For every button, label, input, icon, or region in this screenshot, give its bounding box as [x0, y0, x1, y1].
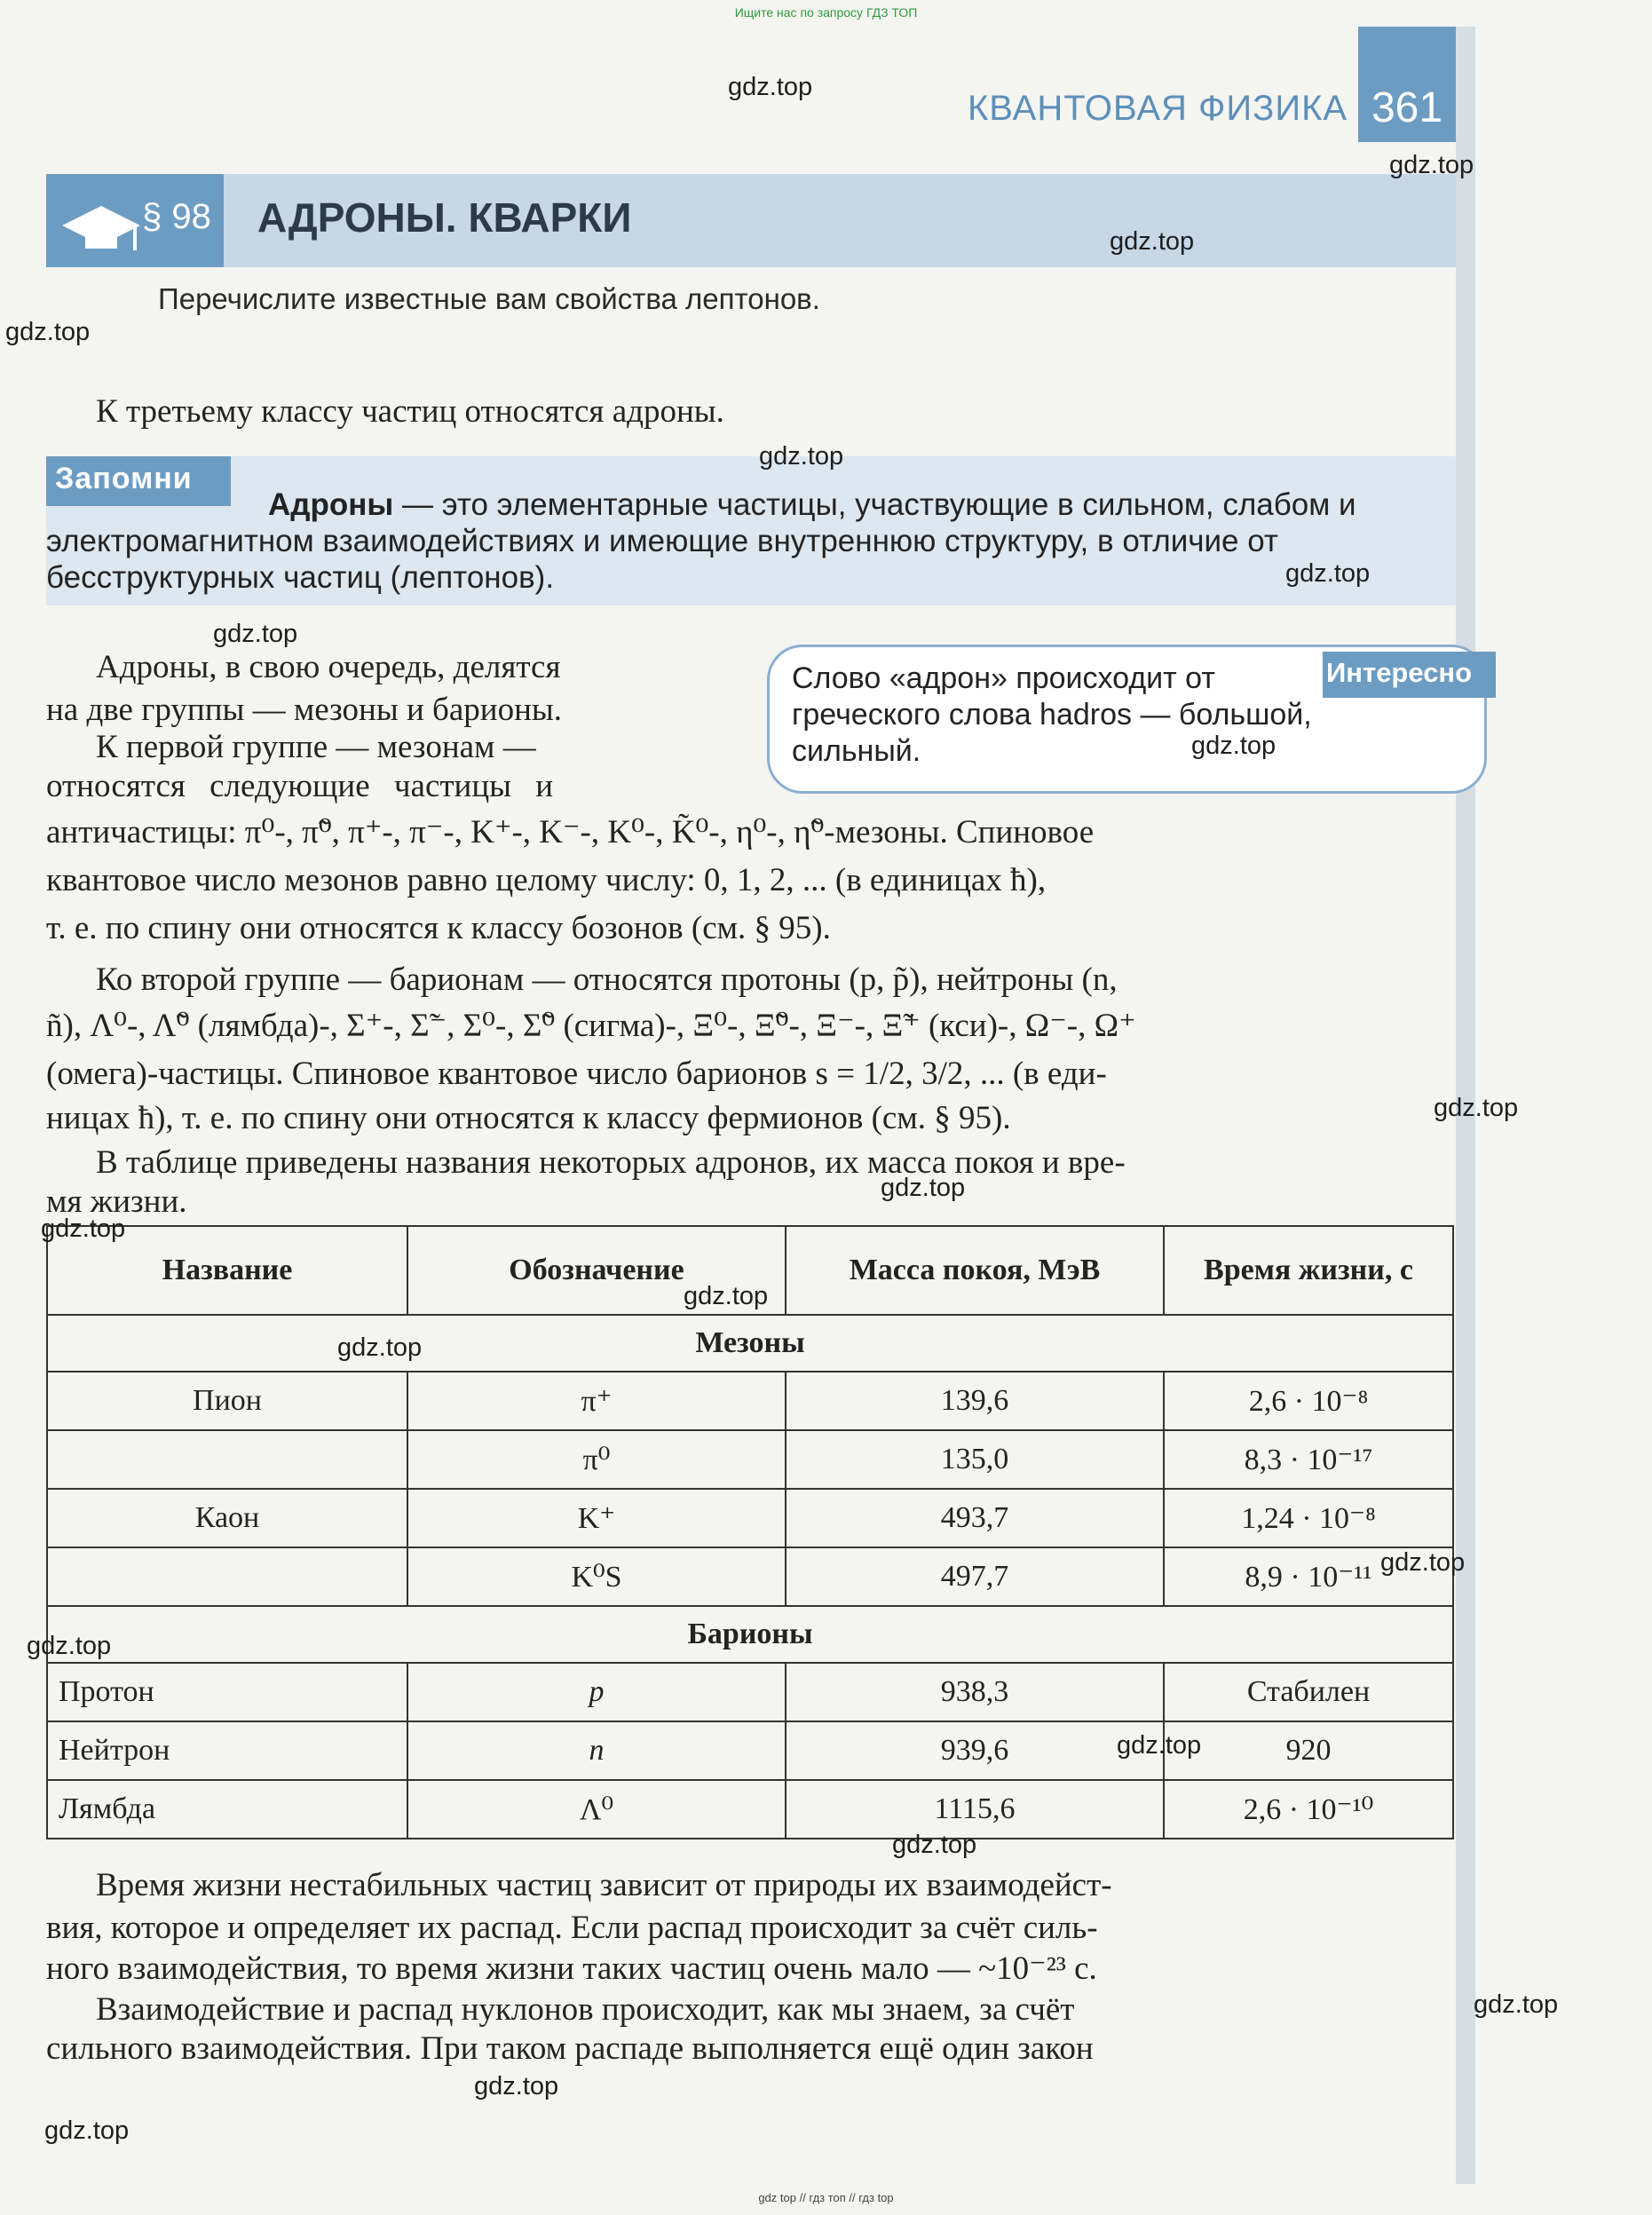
- table-cell-symbol: K⁰S: [407, 1547, 786, 1606]
- table-cell-symbol: π⁺: [407, 1372, 786, 1430]
- bottom-links[interactable]: gdz top // гдз топ // гдз top: [758, 2191, 894, 2204]
- table-row: [47, 1663, 1453, 1721]
- table-cell-lifetime: Стабилен: [1164, 1663, 1453, 1721]
- table-cell-name: Протон: [47, 1663, 407, 1721]
- table-cell-mass: 493,7: [786, 1489, 1164, 1547]
- watermark: gdz.top: [684, 1282, 769, 1310]
- table-cell-name: Лямбда: [47, 1780, 407, 1839]
- paragraph-line: вия, которое и определяет их распад. Если распад происходит за счёт силь-: [46, 1910, 1098, 1946]
- watermark: gdz.top: [1110, 227, 1195, 256]
- table-row: [47, 1780, 1453, 1839]
- table-cell-name: Пион: [47, 1372, 407, 1430]
- watermark: gdz.top: [1474, 1990, 1559, 2019]
- paragraph-line: В таблице приведены названия некоторых адронов, их масса покоя и вре-: [96, 1144, 1126, 1181]
- paragraph-line: квантовое число мезонов равно целому числу: 0, 1, 2, ... (в единицах ħ),: [46, 862, 1047, 898]
- paragraph-line: К первой группе — мезонам —: [96, 729, 536, 765]
- table-cell-symbol: p: [407, 1663, 786, 1721]
- table-cell-symbol: K⁺: [407, 1489, 786, 1547]
- table-cell-mass: 135,0: [786, 1430, 1164, 1489]
- table-cell-mass: 497,7: [786, 1547, 1164, 1606]
- page-number: 361: [1371, 84, 1443, 131]
- watermark: gdz.top: [27, 1632, 112, 1660]
- watermark: gdz.top: [892, 1831, 977, 1859]
- table-cell-mass: 938,3: [786, 1663, 1164, 1721]
- watermark: gdz.top: [41, 1214, 126, 1243]
- remember-term: Адроны: [268, 487, 394, 522]
- paragraph-line: на две группы — мезоны и барионы.: [46, 692, 562, 728]
- table-row: [47, 1489, 1453, 1547]
- table-cell-symbol: n: [407, 1721, 786, 1780]
- table-group-row: [47, 1315, 1453, 1372]
- table-row: [47, 1547, 1453, 1606]
- remember-label: Запомни: [55, 462, 193, 495]
- table-cell-lifetime: 2,6 · 10⁻¹⁰: [1164, 1780, 1453, 1839]
- paragraph-line: Ко второй группе — барионам — относятся протоны (p, p̃), нейтроны (n,: [96, 961, 1118, 998]
- watermark: gdz.top: [1434, 1094, 1519, 1122]
- watermark: gdz.top: [728, 73, 813, 101]
- watermark: gdz.top: [759, 442, 844, 471]
- watermark: gdz.top: [1380, 1548, 1466, 1577]
- paragraph-line: Взаимодействие и распад нуклонов происходит, как мы знаем, за счёт: [96, 1991, 1075, 2028]
- table-header-cell: Обозначение: [407, 1226, 786, 1315]
- paragraph-line: т. е. по спину они относятся к классу бозонов (см. § 95).: [46, 910, 831, 946]
- table-group-row: [47, 1606, 1453, 1663]
- watermark: gdz.top: [1117, 1731, 1202, 1760]
- table-cell-mass: 139,6: [786, 1372, 1164, 1430]
- hadron-table: [46, 1225, 1454, 1839]
- paragraph-line: сильного взаимодействия. При таком распаде выполняется ещё один закон: [46, 2030, 1094, 2067]
- intro-sentence: К третьему классу частиц относятся адроны.: [96, 393, 724, 430]
- table-cell-mass: 1115,6: [786, 1780, 1164, 1839]
- table-cell-name: Нейтрон: [47, 1721, 407, 1780]
- table-row: [47, 1721, 1453, 1780]
- table-cell-name: [47, 1547, 407, 1606]
- paragraph-line: Адроны, в свою очередь, делятся: [96, 649, 561, 685]
- watermark: gdz.top: [337, 1333, 423, 1362]
- table-cell-lifetime: 1,24 · 10⁻⁸: [1164, 1489, 1453, 1547]
- running-header-title: КВАНТОВАЯ ФИЗИКА: [968, 89, 1348, 128]
- watermark: gdz.top: [44, 2116, 130, 2145]
- table-header-cell: Время жизни, с: [1164, 1226, 1453, 1315]
- paragraph-line: ñ), Λ⁰-, Λ̃⁰ (лямбда)-, Σ⁺-, Σ̃⁻, Σ⁰-, Σ̃⁰ (сигма)-, Ξ⁰-, Ξ̃⁰-, Ξ⁻-, Ξ̃⁺ (кси)-, Ω⁻-, Ω⁺: [46, 1008, 1136, 1044]
- table-cell-symbol: Λ⁰: [407, 1780, 786, 1839]
- paragraph-line: ного взаимодействия, то время жизни таких частиц очень мало — ~10⁻²³ с.: [46, 1950, 1097, 1987]
- interesting-label: Интересно: [1326, 657, 1473, 688]
- watermark: gdz.top: [5, 318, 91, 346]
- section-title: АДРОНЫ. КВАРКИ: [257, 194, 632, 241]
- table-cell-lifetime: 8,9 · 10⁻¹¹: [1164, 1547, 1453, 1606]
- section-question: Перечислите известные вам свойства лептонов.: [158, 282, 820, 315]
- table-cell-symbol: π⁰: [407, 1430, 786, 1489]
- table-group-mesons: Мезоны: [47, 1315, 1453, 1372]
- section-number: § 98: [142, 197, 211, 236]
- watermark: gdz.top: [881, 1174, 966, 1202]
- paragraph-line: античастицы: π⁰-, π̃⁰, π⁺-, π⁻-, K⁺-, K⁻-, K⁰-, K̃⁰-, η⁰-, η̃⁰-мезоны. Спиновое: [46, 814, 1095, 850]
- table-cell-name: [47, 1430, 407, 1489]
- table-cell-name: Каон: [47, 1489, 407, 1547]
- watermark: gdz.top: [1285, 559, 1371, 588]
- remember-definition: [46, 487, 1449, 596]
- watermark: gdz.top: [1389, 151, 1474, 179]
- paragraph-line: (омега)-частицы. Спиновое квантовое число барионов s = 1/2, 3/2, ... (в еди-: [46, 1056, 1107, 1092]
- table-cell-lifetime: 2,6 · 10⁻⁸: [1164, 1372, 1453, 1430]
- paragraph-line: мя жизни.: [46, 1183, 187, 1220]
- table-cell-lifetime: 8,3 · 10⁻¹⁷: [1164, 1430, 1453, 1489]
- table-header-cell: Название: [47, 1226, 407, 1315]
- watermark: gdz.top: [1191, 732, 1277, 760]
- top-search-link[interactable]: Ищите нас по запросу ГДЗ ТОП: [734, 5, 918, 20]
- table-group-baryons: Барионы: [47, 1606, 1453, 1663]
- table-cell-lifetime: 920: [1164, 1721, 1453, 1780]
- table-header-cell: Масса покоя, МэВ: [786, 1226, 1164, 1315]
- remember-text: — это элементарные частицы, участвующие в сильном, слабом и электромагнитном взаимодействиях и имеющие внутреннюю структуру, в отличие от бесструктурных частиц (лептонов).: [46, 487, 1356, 595]
- paragraph-line: ницах ħ), т. е. по спину они относятся к классу фермионов (см. § 95).: [46, 1100, 1011, 1136]
- paragraph-line: Время жизни нестабильных частиц зависит от природы их взаимодейст-: [96, 1867, 1112, 1903]
- table-row: [47, 1372, 1453, 1430]
- table-row: [47, 1430, 1453, 1489]
- paragraph-line: относятся следующие частицы и: [46, 768, 554, 804]
- table-cell-mass: 939,6: [786, 1721, 1164, 1780]
- interesting-text: Слово «адрон» происходит от греческого слова hadros — большой, сильный.: [792, 661, 1312, 768]
- watermark: gdz.top: [474, 2072, 559, 2100]
- watermark: gdz.top: [213, 620, 298, 648]
